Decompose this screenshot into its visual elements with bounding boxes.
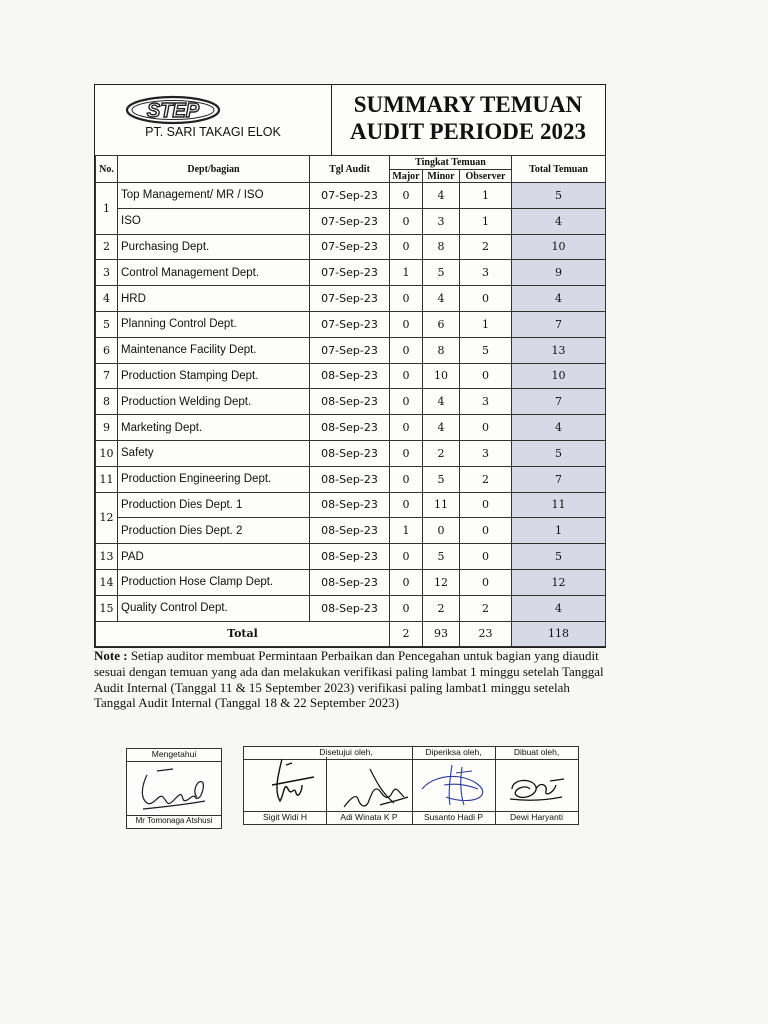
- total-major: 2: [390, 621, 423, 646]
- row-number: 15: [96, 595, 118, 621]
- row-major: 1: [390, 260, 423, 286]
- row-minor: 5: [423, 260, 460, 286]
- table-row: [96, 569, 606, 595]
- note-label: Note :: [94, 648, 128, 663]
- row-date: 08-Sep-23: [310, 492, 390, 518]
- table-row: [96, 518, 606, 544]
- col-total-header: Total Temuan: [512, 156, 606, 183]
- row-total: 5: [512, 183, 606, 209]
- total-observer: 23: [460, 621, 512, 646]
- row-minor: 5: [423, 544, 460, 570]
- row-minor: 2: [423, 595, 460, 621]
- approver-1-name: Sigit Widi H: [263, 812, 307, 822]
- total-all: 118: [512, 621, 606, 646]
- row-total: 5: [512, 544, 606, 570]
- note-text: Setiap auditor membuat Permintaan Perbaikan dan Pencegahan untuk bagian yang diaudit sesuai dengan temuan yang ada dan melakukan verifikasi paling lambat 1 minggu setelah Tanggal Audit Internal (Tanggal 11 & 15 September 2023) verifikasi paling lambat1 minggu setelah Tanggal Audit Internal (Tanggal 18 & 22 September 2023): [94, 648, 604, 711]
- row-number: 2: [96, 234, 118, 260]
- acknowledged-label: Mengetahui: [151, 749, 197, 759]
- row-total: 7: [512, 466, 606, 492]
- row-date: 07-Sep-23: [310, 337, 390, 363]
- signature-dewi-icon: [502, 771, 572, 807]
- row-total: 4: [512, 208, 606, 234]
- row-total: 9: [512, 260, 606, 286]
- row-minor: 11: [423, 492, 460, 518]
- row-observer: 0: [460, 518, 512, 544]
- table-row: [96, 363, 606, 389]
- row-date: 08-Sep-23: [310, 569, 390, 595]
- row-dept: Production Stamping Dept.: [118, 363, 310, 389]
- row-minor: 8: [423, 337, 460, 363]
- row-dept: Maintenance Facility Dept.: [118, 337, 310, 363]
- row-total: 7: [512, 389, 606, 415]
- title-line-2: AUDIT PERIODE 2023: [350, 119, 586, 144]
- row-observer: 5: [460, 337, 512, 363]
- row-major: 0: [390, 208, 423, 234]
- row-date: 08-Sep-23: [310, 389, 390, 415]
- row-minor: 12: [423, 569, 460, 595]
- company-name: PT. SARI TAKAGI ELOK: [145, 125, 281, 139]
- row-observer: 0: [460, 492, 512, 518]
- row-minor: 2: [423, 440, 460, 466]
- row-date: 08-Sep-23: [310, 415, 390, 441]
- row-total: 7: [512, 311, 606, 337]
- approval-signatures-box: [243, 746, 579, 825]
- row-major: 0: [390, 363, 423, 389]
- signature-susanto-icon: [416, 759, 496, 811]
- row-date: 07-Sep-23: [310, 260, 390, 286]
- row-observer: 0: [460, 569, 512, 595]
- row-total: 1: [512, 518, 606, 544]
- row-total: 10: [512, 234, 606, 260]
- row-major: 0: [390, 286, 423, 312]
- row-observer: 0: [460, 415, 512, 441]
- row-date: 08-Sep-23: [310, 595, 390, 621]
- row-dept: Quality Control Dept.: [118, 595, 310, 621]
- signature-tomonaga-icon: [133, 763, 217, 813]
- table-row: [96, 337, 606, 363]
- table-row: [96, 595, 606, 621]
- row-observer: 1: [460, 183, 512, 209]
- row-number: 11: [96, 466, 118, 492]
- note-paragraph: [94, 648, 614, 711]
- row-date: 08-Sep-23: [310, 544, 390, 570]
- table-row: [96, 492, 606, 518]
- col-observer-header: Observer: [460, 170, 512, 183]
- row-minor: 5: [423, 466, 460, 492]
- row-date: 08-Sep-23: [310, 363, 390, 389]
- row-observer: 3: [460, 260, 512, 286]
- row-total: 13: [512, 337, 606, 363]
- logo-area: [95, 85, 332, 155]
- row-major: 0: [390, 466, 423, 492]
- row-minor: 10: [423, 363, 460, 389]
- row-observer: 2: [460, 466, 512, 492]
- row-observer: 2: [460, 595, 512, 621]
- document-title: [331, 91, 605, 145]
- row-dept: Planning Control Dept.: [118, 311, 310, 337]
- row-number: 9: [96, 415, 118, 441]
- row-number: 13: [96, 544, 118, 570]
- row-date: 08-Sep-23: [310, 466, 390, 492]
- table-row: [96, 415, 606, 441]
- row-dept: Marketing Dept.: [118, 415, 310, 441]
- row-date: 07-Sep-23: [310, 234, 390, 260]
- approved-label: Disetujui oleh,: [304, 747, 388, 757]
- row-observer: 0: [460, 544, 512, 570]
- acknowledged-signature-box: [126, 748, 222, 829]
- row-observer: 0: [460, 363, 512, 389]
- row-date: 07-Sep-23: [310, 208, 390, 234]
- row-number: 10: [96, 440, 118, 466]
- table-row: [96, 389, 606, 415]
- col-minor-header: Minor: [423, 170, 460, 183]
- row-number: 7: [96, 363, 118, 389]
- row-major: 0: [390, 595, 423, 621]
- row-dept: Control Management Dept.: [118, 260, 310, 286]
- checked-label: Diperiksa oleh,: [425, 747, 482, 757]
- row-major: 0: [390, 569, 423, 595]
- row-number: 14: [96, 569, 118, 595]
- row-dept: Production Dies Dept. 2: [118, 518, 310, 544]
- row-minor: 8: [423, 234, 460, 260]
- row-observer: 2: [460, 234, 512, 260]
- step-logo-icon: [125, 94, 221, 126]
- row-major: 0: [390, 415, 423, 441]
- signature-adi-icon: [336, 763, 416, 813]
- checked-name: Susanto Hadi P: [423, 812, 484, 822]
- table-row: [96, 183, 606, 209]
- row-observer: 0: [460, 286, 512, 312]
- row-date: 07-Sep-23: [310, 286, 390, 312]
- row-minor: 0: [423, 518, 460, 544]
- row-dept: Production Hose Clamp Dept.: [118, 569, 310, 595]
- document-header: [95, 85, 605, 156]
- row-observer: 1: [460, 208, 512, 234]
- row-total: 4: [512, 595, 606, 621]
- audit-summary-document: [94, 84, 606, 648]
- row-dept: PAD: [118, 544, 310, 570]
- table-row: [96, 208, 606, 234]
- findings-table: [95, 155, 606, 647]
- total-label: Total: [96, 621, 390, 646]
- table-row: [96, 311, 606, 337]
- row-minor: 3: [423, 208, 460, 234]
- col-major-header: Major: [390, 170, 423, 183]
- row-number: 5: [96, 311, 118, 337]
- row-number: 3: [96, 260, 118, 286]
- row-minor: 4: [423, 389, 460, 415]
- row-dept: Top Management/ MR / ISO: [118, 183, 310, 209]
- row-minor: 4: [423, 286, 460, 312]
- row-number: 12: [96, 492, 118, 544]
- row-number: 8: [96, 389, 118, 415]
- table-row: [96, 544, 606, 570]
- row-major: 0: [390, 234, 423, 260]
- row-dept: HRD: [118, 286, 310, 312]
- row-dept: ISO: [118, 208, 310, 234]
- row-major: 0: [390, 492, 423, 518]
- row-number: 1: [96, 183, 118, 235]
- row-major: 0: [390, 389, 423, 415]
- table-row: [96, 234, 606, 260]
- row-major: 0: [390, 544, 423, 570]
- row-number: 6: [96, 337, 118, 363]
- row-dept: Safety: [118, 440, 310, 466]
- row-total: 10: [512, 363, 606, 389]
- row-major: 0: [390, 311, 423, 337]
- row-date: 08-Sep-23: [310, 440, 390, 466]
- title-line-1: SUMMARY TEMUAN: [353, 92, 583, 117]
- table-row: [96, 440, 606, 466]
- row-total: 12: [512, 569, 606, 595]
- row-dept: Production Engineering Dept.: [118, 466, 310, 492]
- row-date: 08-Sep-23: [310, 518, 390, 544]
- table-row: [96, 466, 606, 492]
- col-level-header: Tingkat Temuan: [390, 156, 512, 170]
- row-major: 0: [390, 337, 423, 363]
- svg-text:STEP: STEP: [146, 100, 200, 122]
- row-minor: 6: [423, 311, 460, 337]
- made-label: Dibuat oleh,: [513, 747, 560, 757]
- table-total-row: [96, 621, 606, 646]
- row-total: 4: [512, 286, 606, 312]
- row-major: 0: [390, 440, 423, 466]
- row-total: 11: [512, 492, 606, 518]
- row-observer: 1: [460, 311, 512, 337]
- table-row: [96, 286, 606, 312]
- row-date: 07-Sep-23: [310, 311, 390, 337]
- table-row: [96, 260, 606, 286]
- total-minor: 93: [423, 621, 460, 646]
- col-dept-header: Dept/bagian: [118, 156, 310, 183]
- row-number: 4: [96, 286, 118, 312]
- row-total: 4: [512, 415, 606, 441]
- col-no-header: No.: [96, 156, 118, 183]
- col-date-header: Tgl Audit: [310, 156, 390, 183]
- row-observer: 3: [460, 389, 512, 415]
- row-date: 07-Sep-23: [310, 183, 390, 209]
- row-observer: 3: [460, 440, 512, 466]
- row-minor: 4: [423, 183, 460, 209]
- row-dept: Purchasing Dept.: [118, 234, 310, 260]
- acknowledged-name: Mr Tomonaga Atshusi: [135, 816, 213, 825]
- made-name: Dewi Haryanti: [510, 812, 563, 822]
- findings-table-body: [96, 183, 606, 647]
- row-major: 1: [390, 518, 423, 544]
- row-total: 5: [512, 440, 606, 466]
- row-minor: 4: [423, 415, 460, 441]
- row-dept: Production Welding Dept.: [118, 389, 310, 415]
- row-dept: Production Dies Dept. 1: [118, 492, 310, 518]
- approver-2-name: Adi Winata K P: [340, 812, 398, 822]
- row-major: 0: [390, 183, 423, 209]
- signature-sigit-icon: [262, 755, 322, 807]
